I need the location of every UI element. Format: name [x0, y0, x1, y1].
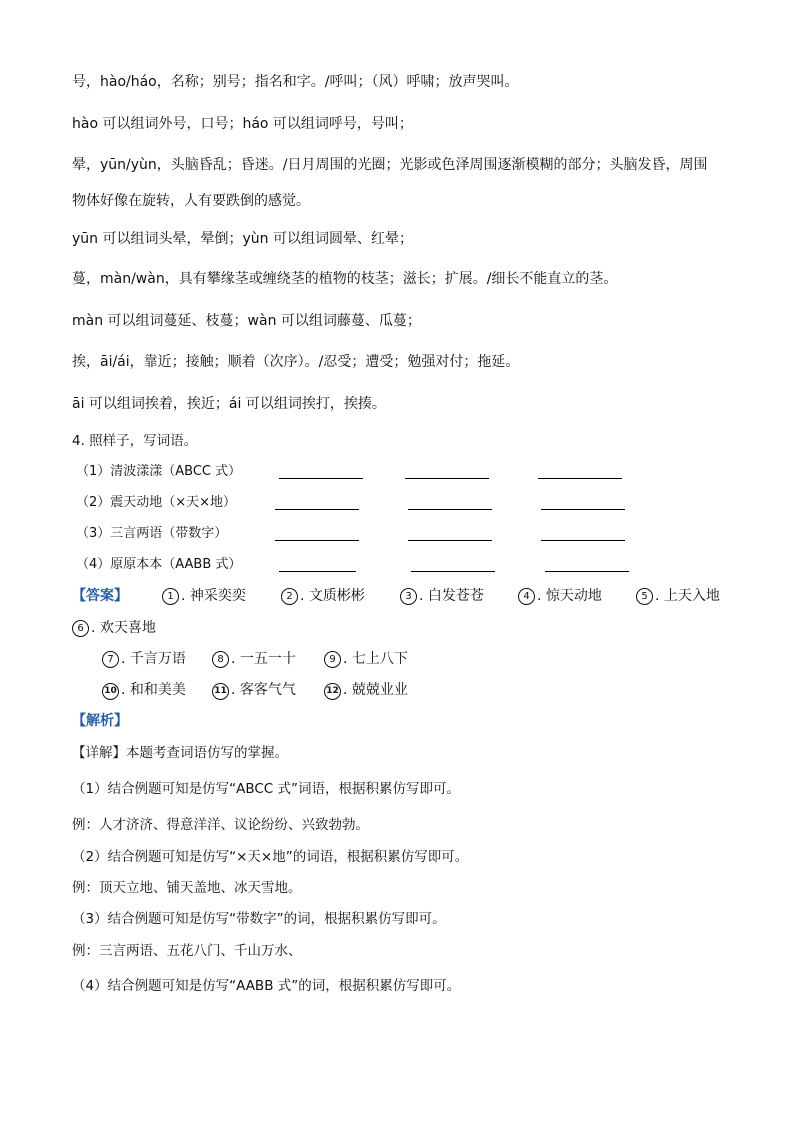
answer-item: [400, 587, 484, 605]
analysis-line: （2）结合例题可知是仿写“×天×地”的词语，根据积累仿写即可。: [72, 849, 469, 865]
question-title: 4. 照样子，写词语。: [72, 433, 198, 449]
paragraph-line: màn 可以组词蔓延、枝蔓；wàn 可以组词藤蔓、瓜蔓；: [72, 313, 421, 329]
paragraph-line: 物体好像在旋转，人有要跌倒的感觉。: [72, 193, 310, 209]
paragraph-line: 晕，yūn/yùn，头脑昏乱；昏迷。/日月周围的光圈；光影或色泽周围逐渐模糊的部分；头脑发昏，周围: [72, 157, 708, 173]
answer-item: [324, 681, 408, 700]
question-item: （1）清波漾漾（ABCC 式）: [76, 464, 242, 479]
circled-number: 11: [212, 683, 229, 700]
answer-text: . 和和美美: [121, 682, 186, 698]
paragraph-line: hào 可以组词外号，口号；háo 可以组词呼号，号叫；: [72, 116, 413, 132]
answer-item: [72, 619, 156, 637]
answer-blank[interactable]: [279, 478, 363, 479]
answer-text: . 神采奕奕: [181, 588, 246, 604]
answer-blank[interactable]: [408, 509, 492, 510]
answer-text: . 千言万语: [121, 651, 186, 667]
answer-blank[interactable]: [275, 540, 359, 541]
paragraph-line: 蔓，màn/wàn，具有攀缘茎或缠绕茎的植物的枝茎；滋长；扩展。/细长不能直立的茎。: [72, 271, 618, 287]
answer-blank[interactable]: [541, 540, 625, 541]
circled-number: 12: [324, 683, 341, 700]
analysis-line: （4）结合例题可知是仿写“AABB 式”的词，根据积累仿写即可。: [72, 978, 461, 994]
answer-item: [102, 681, 186, 700]
answer-blank[interactable]: [545, 571, 629, 572]
paragraph-line: yūn 可以组词头晕，晕倒；yùn 可以组词圆晕、红晕；: [72, 231, 413, 247]
analysis-line: 例：顶天立地、铺天盖地、冰天雪地。: [72, 880, 302, 896]
paragraph-line: āi 可以组词挨着，挨近；ái 可以组词挨打，挨揍。: [72, 396, 386, 412]
paragraph-line: 挨，āi/ái，靠近；接触；顺着（次序）。/忍受；遭受；勉强对付；拖延。: [72, 354, 520, 370]
answer-item: [162, 587, 246, 605]
circled-number: 1: [162, 588, 179, 605]
answer-item: [102, 650, 186, 668]
answer-text: . 客客气气: [231, 682, 296, 698]
circled-number: 10: [102, 683, 119, 700]
answer-item: [636, 587, 720, 605]
answer-blank[interactable]: [411, 571, 495, 572]
answer-text: . 上天入地: [655, 588, 720, 604]
circled-number: 4: [518, 588, 535, 605]
analysis-line: （3）结合例题可知是仿写“带数字”的词，根据积累仿写即可。: [72, 911, 446, 927]
question-item: （2）震天动地（×天×地）: [76, 495, 237, 510]
analysis-label: 【解析】: [72, 713, 128, 729]
answer-blank[interactable]: [405, 478, 489, 479]
circled-number: 2: [281, 588, 298, 605]
answer-text: . 白发苍苍: [419, 588, 484, 604]
answer-text: . 惊天动地: [537, 588, 602, 604]
answer-item: [518, 587, 602, 605]
answer-blank[interactable]: [279, 571, 356, 572]
answer-item: [212, 681, 296, 700]
answer-blank[interactable]: [538, 478, 622, 479]
answer-blank[interactable]: [275, 509, 359, 510]
question-item: （3）三言两语（带数字）: [76, 526, 228, 541]
answer-text: . 兢兢业业: [343, 682, 408, 698]
answer-text: . 文质彬彬: [300, 588, 365, 604]
paragraph-line: 号，hào/háo，名称；别号；指名和字。/呼叫；（风）呼啸；放声哭叫。: [72, 74, 519, 90]
analysis-line: （1）结合例题可知是仿写“ABCC 式”词语，根据积累仿写即可。: [72, 781, 460, 797]
answer-blank[interactable]: [541, 509, 625, 510]
answer-item: [212, 650, 296, 668]
answer-text: . 欢天喜地: [91, 620, 156, 636]
analysis-line: 例：人才济济、得意洋洋、议论纷纷、兴致勃勃。: [72, 817, 369, 833]
circled-number: 7: [102, 651, 119, 668]
answer-text: . 一五一十: [231, 651, 296, 667]
analysis-line: 例：三言两语、五花八门、千山万水、: [72, 943, 302, 959]
circled-number: 8: [212, 651, 229, 668]
analysis-line: 【详解】本题考查词语仿写的掌握。: [72, 745, 288, 761]
answer-text: . 七上八下: [343, 651, 408, 667]
circled-number: 3: [400, 588, 417, 605]
question-item: （4）原原本本（AABB 式）: [76, 557, 242, 572]
circled-number: 9: [324, 651, 341, 668]
answer-item: [281, 587, 365, 605]
answer-item: [324, 650, 408, 668]
answer-blank[interactable]: [408, 540, 492, 541]
circled-number: 5: [636, 588, 653, 605]
answer-label: 【答案】: [72, 588, 128, 604]
circled-number: 6: [72, 620, 89, 637]
